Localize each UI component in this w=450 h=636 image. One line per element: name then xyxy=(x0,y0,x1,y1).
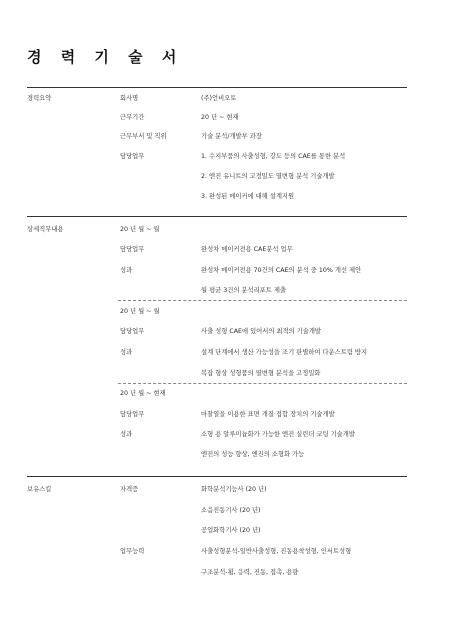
value-duty-1: 1. 수지부품의 사출성형, 강도 등의 CAE를 통한 분석 xyxy=(201,153,346,160)
duty-1: 완성차 메이커전용 CAE분석 업무 xyxy=(201,246,293,253)
value-department: 기술 분석/개발부 과장 xyxy=(201,133,262,140)
value-duty-2: 2. 엔진 유니트의 고정밀도 열변형 분석 기술개발 xyxy=(201,173,335,180)
result-1b: 월 평균 3건의 분석리포트 제출 xyxy=(201,287,287,294)
label-duties: 담당업무 xyxy=(120,153,145,160)
label-period: 근무기간 xyxy=(120,114,145,121)
cert-2: 소음진동기사 (20 년) xyxy=(201,507,261,514)
value-duty-3: 3. 완성된 메이커에 대해 설계지원 xyxy=(201,193,295,200)
ability-1: 사출성형분석-일반사출성형, 진동용착성형, 인서트성형 xyxy=(201,548,352,555)
result-label-2: 성과 xyxy=(120,349,133,356)
label-company: 회사명 xyxy=(120,95,139,102)
section-heading-detail: 상세직무내용 xyxy=(27,226,64,233)
period-2: 20 년 월 ~ 월 xyxy=(120,308,160,315)
label-department: 근무부서 및 직위 xyxy=(120,133,167,140)
cert-label: 자격증 xyxy=(120,486,139,493)
document-title: 경 력 기 술 서 xyxy=(27,48,184,66)
duty-label-1: 담당업무 xyxy=(120,246,145,253)
section-divider xyxy=(27,216,407,217)
cert-1: 화학분석기능사 (20 년) xyxy=(201,486,267,493)
result-label-3: 성과 xyxy=(120,431,133,438)
result-3b: 엔진의 성능 향상, 엔진의 소형화 가능 xyxy=(201,451,305,458)
result-2a: 설계 단계에서 생산 가능성을 조기 판별하여 다운스트림 방지 xyxy=(201,349,368,356)
value-period: 20 년 ~ 현재 xyxy=(201,114,239,121)
duty-label-2: 담당업무 xyxy=(120,328,145,335)
ability-2: 구조분석-휨, 응력, 진동, 접촉, 용량 xyxy=(201,569,299,576)
period-3: 20 년 월 ~ 현재 xyxy=(120,390,166,397)
result-label-1: 성과 xyxy=(120,267,133,274)
block-divider xyxy=(118,300,407,301)
result-3a: 소형 용 알루미늄화가 가능한 엔진 실린더 코팅 기술개발 xyxy=(201,431,355,438)
section-divider xyxy=(27,476,407,477)
duty-2: 사출 성형 CAE에 있어서의 최적의 기술개발 xyxy=(201,328,322,335)
title-divider xyxy=(27,87,407,88)
section-heading-skills: 보유스킬 xyxy=(27,486,52,493)
value-company: (주)언비오토 xyxy=(201,95,237,102)
section-heading-summary: 경력요약 xyxy=(27,95,52,102)
period-1: 20 년 월 ~ 월 xyxy=(120,226,160,233)
block-divider xyxy=(118,383,407,384)
result-2b: 복잡 형상 성형품의 열변형 분석을 고정밀화 xyxy=(201,370,321,377)
duty-label-3: 담당업무 xyxy=(120,411,145,418)
result-1a: 완성차 메이커전용 70건의 CAE의 분석 중 10% 개선 제안 xyxy=(201,267,362,274)
cert-3: 공업화학기사 (20 년) xyxy=(201,527,261,534)
ability-label: 업무능력 xyxy=(120,548,145,555)
duty-3: 마찰열을 이용한 표면 개질·접합 장치의 기술개발 xyxy=(201,411,335,418)
